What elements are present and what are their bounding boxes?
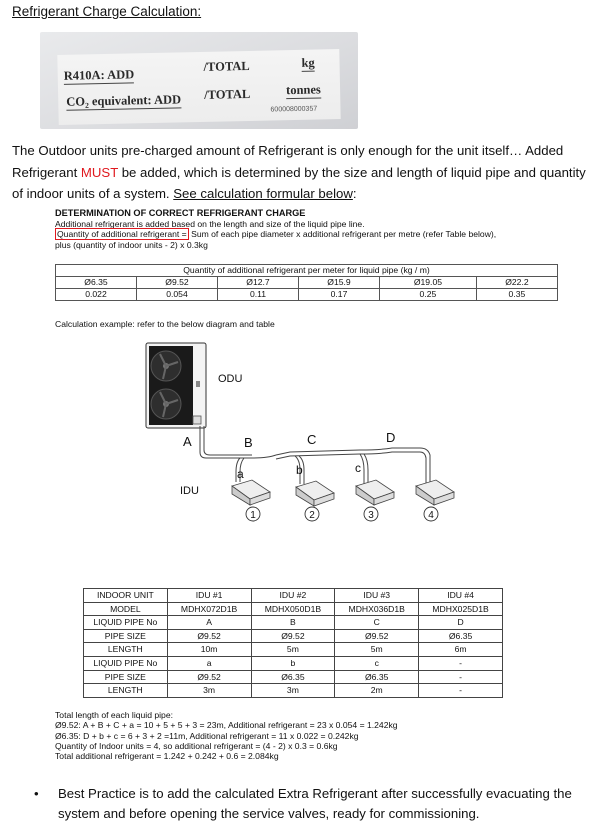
table-cell: - bbox=[419, 656, 503, 670]
table-cell: LIQUID PIPE No bbox=[84, 656, 168, 670]
label-gas-r410a: R410A: ADD bbox=[63, 67, 135, 83]
table-row bbox=[84, 629, 503, 643]
determination-line1: Additional refrigerant is added based on the length and size of the liquid pipe line. bbox=[55, 218, 365, 229]
intro-part3: : bbox=[352, 186, 357, 201]
table-cell: MDHX025D1B bbox=[419, 602, 503, 616]
totals-line: Ø6.35: D + b + c = 6 + 3 + 2 =11m, Additional refrigerant = 11 x 0.022 = 0.242kg bbox=[55, 730, 359, 741]
table-cell: Ø9.52 bbox=[167, 629, 251, 643]
unit-number-2: 2 bbox=[309, 510, 315, 521]
table-row bbox=[84, 589, 503, 603]
table-cell: Ø6.35 bbox=[419, 629, 503, 643]
calculation-example-caption: Calculation example: refer to the below diagram and table bbox=[55, 319, 275, 329]
pipe-letter-D: D bbox=[386, 430, 396, 445]
table-cell: PIPE SIZE bbox=[84, 670, 168, 684]
totals-line: Quantity of Indoor units = 4, so additional refrigerant = (4 - 2) x 0.3 = 0.6kg bbox=[55, 740, 338, 751]
odu-label: ODU bbox=[218, 373, 243, 385]
idu-label: IDU bbox=[180, 485, 199, 497]
table-cell: - bbox=[419, 670, 503, 684]
table-cell: IDU #3 bbox=[335, 589, 419, 603]
table-cell: 10m bbox=[167, 643, 251, 657]
table-cell: IDU #1 bbox=[167, 589, 251, 603]
table-cell: 0.25 bbox=[380, 289, 477, 301]
odu-unit-icon bbox=[146, 343, 206, 428]
table-cell: 3m bbox=[167, 684, 251, 698]
table-cell: 0.35 bbox=[476, 289, 557, 301]
indoor-unit-icon bbox=[356, 480, 394, 505]
determination-line2: Sum of each pipe diameter x additional refrigerant per metre (refer Table below), bbox=[188, 229, 497, 239]
table-cell: b bbox=[251, 656, 335, 670]
table-cell: 0.11 bbox=[218, 289, 299, 301]
indoor-unit-icon bbox=[232, 480, 270, 505]
bullet-dot: • bbox=[34, 786, 39, 801]
table-cell: 5m bbox=[251, 643, 335, 657]
label-total-2: /TOTAL bbox=[204, 86, 251, 102]
table-cell: Ø6.35 bbox=[335, 670, 419, 684]
table-cell: B bbox=[251, 616, 335, 630]
qty-table-header: Quantity of additional refrigerant per meter for liquid pipe (kg / m) bbox=[56, 265, 558, 277]
table-cell: Ø6.35 bbox=[56, 277, 137, 289]
table-row bbox=[84, 616, 503, 630]
table-cell: 0.022 bbox=[56, 289, 137, 301]
table-cell: Ø12.7 bbox=[218, 277, 299, 289]
table-cell: LENGTH bbox=[84, 643, 168, 657]
table-cell: Ø15.9 bbox=[299, 277, 380, 289]
pipe-letter-A: A bbox=[183, 434, 192, 449]
table-cell: 2m bbox=[335, 684, 419, 698]
table-cell: a bbox=[167, 656, 251, 670]
intro-part1: The Outdoor units pre-charged amount of Refrigerant is only enough for the unit itself… Added Refrigerant bbox=[12, 143, 564, 180]
totals-line: Total additional refrigerant = 1.242 + 0.242 + 0.6 = 2.084kg bbox=[55, 751, 279, 762]
label-unit-kg: kg bbox=[301, 55, 315, 70]
determination-title: DETERMINATION OF CORRECT REFRIGERANT CHARGE bbox=[55, 208, 306, 218]
table-cell: LIQUID PIPE No bbox=[84, 616, 168, 630]
totals-section bbox=[55, 710, 398, 761]
table-cell: Ø9.52 bbox=[251, 629, 335, 643]
table-cell: MDHX050D1B bbox=[251, 602, 335, 616]
unit-number-1: 1 bbox=[250, 510, 256, 521]
pipe-letter-a: a bbox=[237, 467, 244, 481]
table-cell: MDHX036D1B bbox=[335, 602, 419, 616]
best-practice-bullet bbox=[30, 784, 590, 824]
label-total-1: /TOTAL bbox=[203, 58, 250, 74]
table-row bbox=[84, 602, 503, 616]
table-cell: c bbox=[335, 656, 419, 670]
table-cell: 5m bbox=[335, 643, 419, 657]
determination-line3: plus (quantity of indoor units - 2) x 0.3kg bbox=[55, 239, 208, 250]
pipe-letter-B: B bbox=[244, 435, 253, 450]
table-cell: INDOOR UNIT bbox=[84, 589, 168, 603]
page-heading: Refrigerant Charge Calculation: bbox=[12, 4, 202, 19]
pipe-letter-b: b bbox=[296, 463, 303, 477]
table-row bbox=[84, 684, 503, 698]
indoor-unit-table bbox=[83, 588, 503, 698]
table-cell: Ø22.2 bbox=[476, 277, 557, 289]
totals-line: Ø9.52: A + B + C + a = 10 + 5 + 5 + 3 = 23m, Additional refrigerant = 23 x 0.054 = 1.242kg bbox=[55, 720, 398, 731]
calculation-link[interactable]: See calculation formular below bbox=[173, 186, 353, 201]
intro-must: MUST bbox=[80, 164, 119, 180]
table-cell: Ø9.52 bbox=[137, 277, 218, 289]
table-row bbox=[84, 656, 503, 670]
table-cell: Ø6.35 bbox=[251, 670, 335, 684]
table-cell: 3m bbox=[251, 684, 335, 698]
table-cell: 0.054 bbox=[137, 289, 218, 301]
table-cell: D bbox=[419, 616, 503, 630]
best-practice-text: Best Practice is to add the calculated Extra Refrigerant after successfully evacuating the system and before opening the service valves, ready for commissioning. bbox=[58, 786, 572, 821]
label-gas-co2: CO₂ equivalent: ADD bbox=[66, 92, 182, 109]
table-cell: A bbox=[167, 616, 251, 630]
table-cell: Ø9.52 bbox=[335, 629, 419, 643]
table-cell: 0.17 bbox=[299, 289, 380, 301]
table-cell: PIPE SIZE bbox=[84, 629, 168, 643]
table-row bbox=[84, 643, 503, 657]
indoor-unit-icon bbox=[296, 481, 334, 506]
table-cell: 6m bbox=[419, 643, 503, 657]
totals-line: Total length of each liquid pipe: bbox=[55, 710, 174, 720]
indoor-unit-icon bbox=[416, 480, 454, 505]
table-cell: IDU #2 bbox=[251, 589, 335, 603]
label-unit-tonnes: tonnes bbox=[285, 82, 321, 98]
table-cell: MODEL bbox=[84, 602, 168, 616]
intro-part2: be added, which is determined by the size and length of liquid pipe and quantity of indoor units of a system. bbox=[12, 164, 586, 201]
table-cell: Ø19.05 bbox=[380, 277, 477, 289]
table-row bbox=[84, 670, 503, 684]
table-cell: LENGTH bbox=[84, 684, 168, 698]
pipe-letter-c: c bbox=[355, 461, 361, 475]
table-cell: Ø9.52 bbox=[167, 670, 251, 684]
label-serial: 600008000357 bbox=[270, 105, 318, 114]
table-cell: IDU #4 bbox=[419, 589, 503, 603]
table-cell: C bbox=[335, 616, 419, 630]
determination-boxed: Quantity of additional refrigerant = bbox=[57, 229, 187, 239]
pipe-letter-C: C bbox=[307, 432, 317, 447]
table-cell: MDHX072D1B bbox=[167, 602, 251, 616]
table-cell: - bbox=[419, 684, 503, 698]
unit-number-4: 4 bbox=[428, 510, 434, 521]
unit-number-3: 3 bbox=[368, 510, 374, 521]
